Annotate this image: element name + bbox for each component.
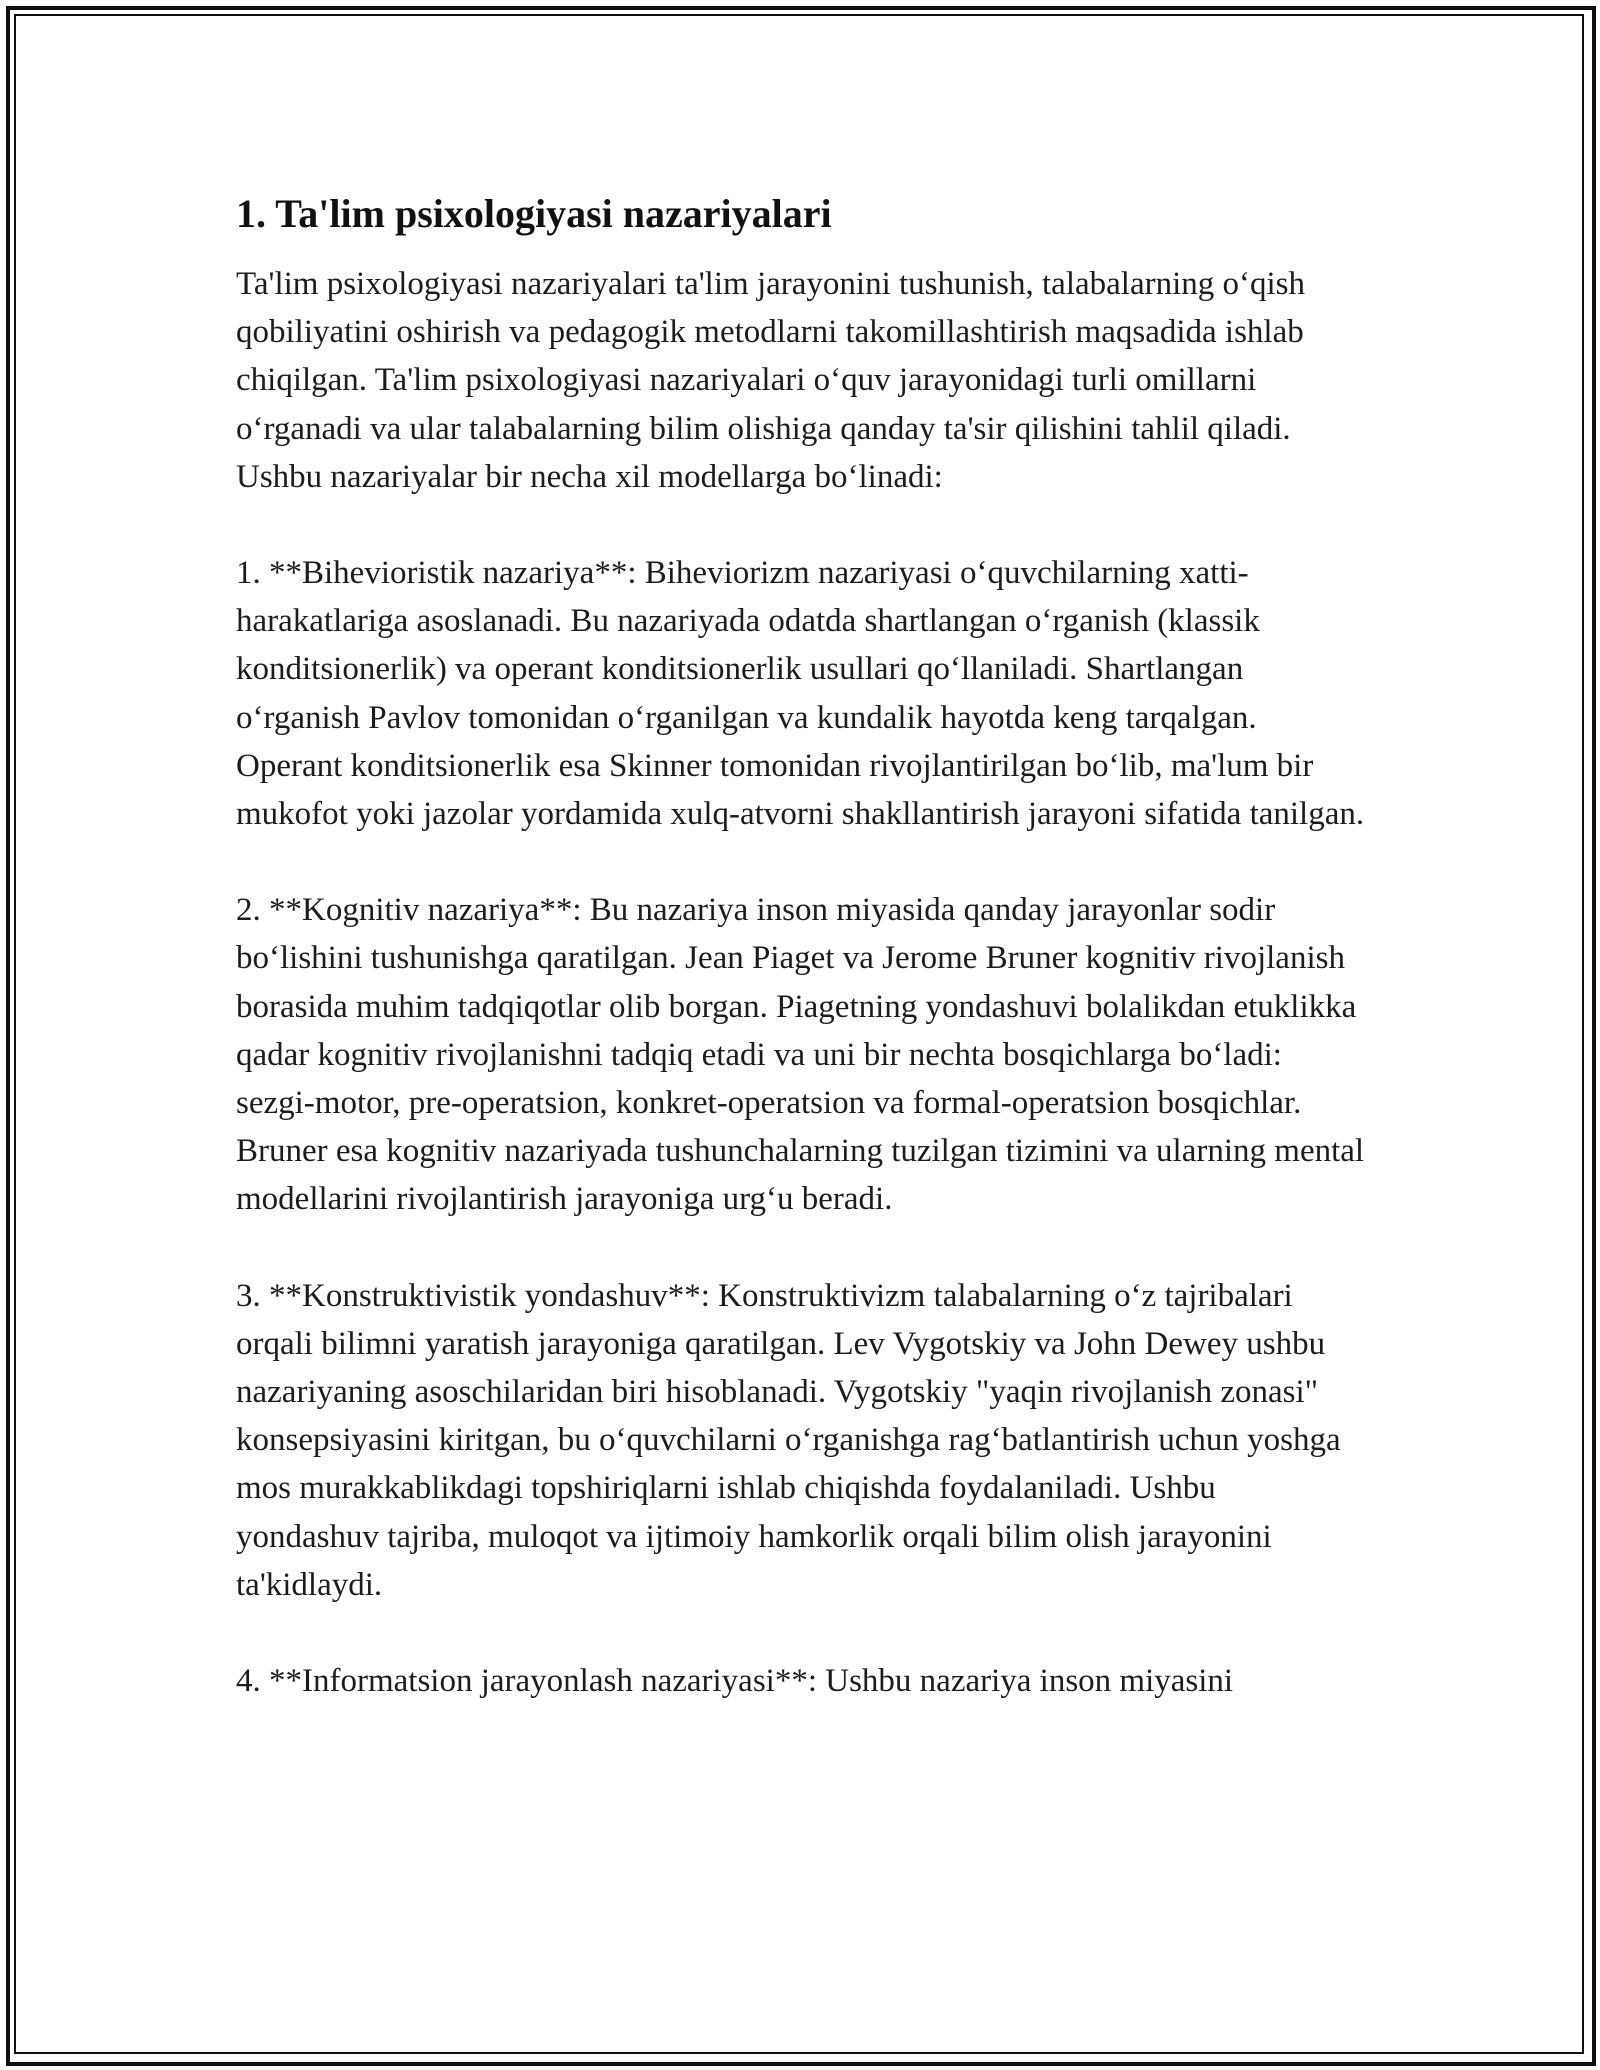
paragraph-cognitive-theory: 2. **Kognitiv nazariya**: Bu nazariya inson miyasida qanday jarayonlar sodir bo‘lishini tushunishga qaratilgan. Jean Piaget va Jerome Bruner kognitiv rivojlanish borasida muhim tadqiqotlar olib borgan. Piagetning yondashuvi bolalikdan etuklikka qadar kognitiv rivojlanishni tadqiq etadi va uni bir nechta bosqichlarga bo‘ladi: sezgi-motor, pre-operatsion, konkret-operatsion va formal-operatsion bosqichlar. Bruner esa kognitiv nazariyada tushunchalarning tuzilgan tizimini va ularning mental modellarini rivojlantirish jarayoniga urg‘u beradi. (236, 892, 1365, 1218)
paragraph-constructivist-approach: 3. **Konstruktivistik yondashuv**: Konstruktivizm talabalarning o‘z tajribalari orqali bilimni yaratish jarayoniga qaratilgan. Lev Vygotskiy va John Dewey ushbu nazariyaning asoschilaridan biri hisoblanadi. Vygotskiy "yaqin rivojlanish zonasi" konsepsiyasini kiritgan, bu o‘quvchilarni o‘rganishga rag‘batlantirish uchun yoshga mos murakkablikdagi topshiriqlarni ishlab chiqishda foydalaniladi. Ushbu yondashuv tajriba, muloqot va ijtimoiy hamkorlik orqali bilim olish jarayonini ta'kidlaydi. (236, 1277, 1341, 1603)
paragraph-behaviorist-theory: 1. **Bihevioristik nazariya**: Biheviorizm nazariyasi o‘quvchilarning xatti-harakatlariga asoslanadi. Bu nazariyada odatda shartlangan o‘rganish (klassik konditsionerlik) va operant konditsionerlik usullari qo‘llaniladi. Shartlangan o‘rganish Pavlov tomonidan o‘rganilgan va kundalik hayotda keng tarqalgan. Operant konditsionerlik esa Skinner tomonidan rivojlantirilgan bo‘lib, ma'lum bir mukofot yoki jazolar yordamida xulq-atvorni shakllantirish jarayoni sifatida tanilgan. (236, 555, 1365, 833)
document-body (236, 186, 1366, 1753)
intro-paragraph: Ta'lim psixologiyasi nazariyalari ta'lim jarayonini tushunish, talabalarning o‘qish qobiliyatini oshirish va pedagogik metodlarni takomillashtirish maqsadida ishlab chiqilgan. Ta'lim psixologiyasi nazariyalari o‘quv jarayonidagi turli omillarni o‘rganadi va ular talabalarning bilim olishiga qanday ta'sir qilishini tahlil qiladi. Ushbu nazariyalar bir necha xil modellarga bo‘linadi: (236, 266, 1306, 495)
paragraph-information-processing-theory: 4. **Informatsion jarayonlash nazariyasi**: Ushbu nazariya inson miyasini (236, 1663, 1234, 1700)
section-heading: 1. Ta'lim psixologiyasi nazariyalari (236, 191, 832, 236)
